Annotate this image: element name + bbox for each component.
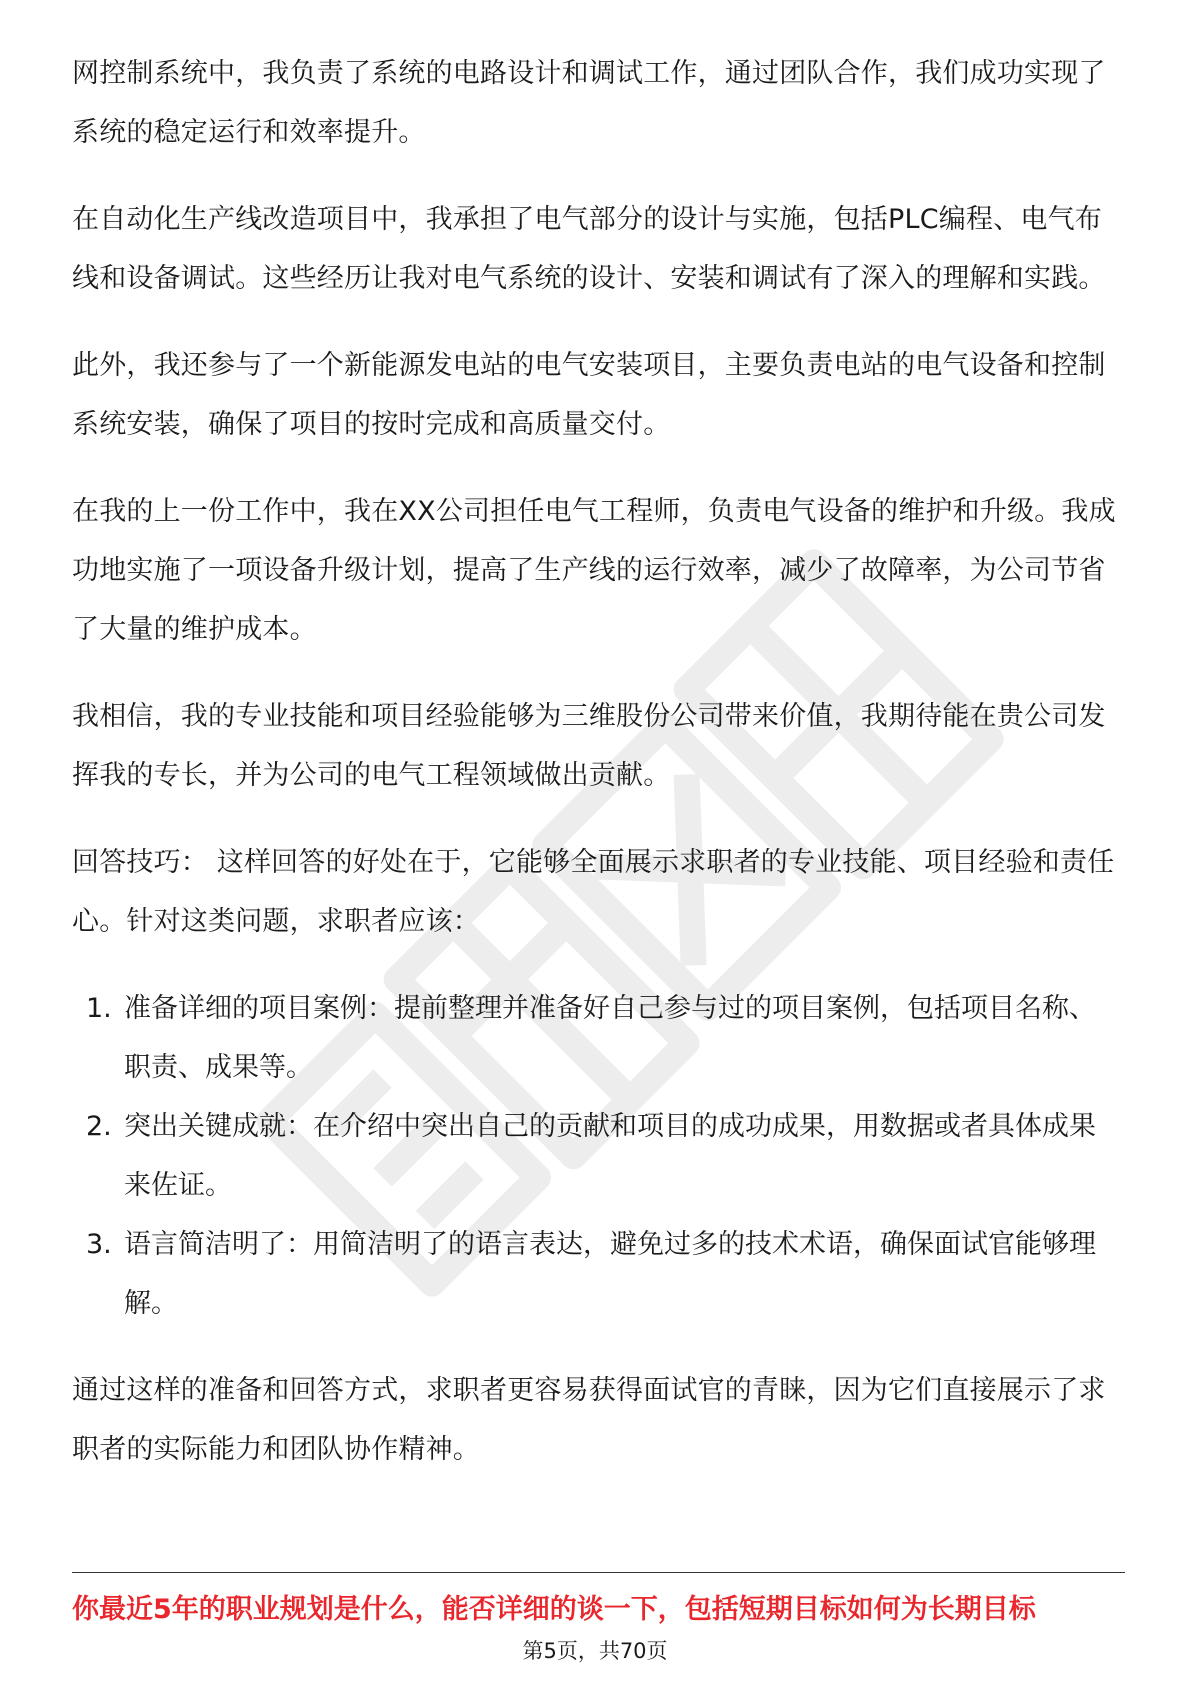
paragraph-previous-job: 在我的上一份工作中，我在XX公司担任电气工程师，负责电气设备的维护和升级。我成功地实施了一项设备升级计划，提高了生产线的运行效率，减少了故障率，为公司节省了大量的维护成本。 bbox=[72, 496, 1116, 645]
list-number: 2. bbox=[86, 1111, 112, 1142]
paragraph-new-energy-station: 此外，我还参与了一个新能源发电站的电气安装项目，主要负责电站的电气设备和控制系统安装，确保了项目的按时完成和高质量交付。 bbox=[72, 350, 1106, 440]
list-item-text: 语言简洁明了：用简洁明了的语言表达，避免过多的技术术语，确保面试官能够理解。 bbox=[124, 1229, 1096, 1319]
list-item bbox=[72, 979, 1122, 1097]
footer-divider bbox=[72, 1572, 1125, 1573]
tips-list bbox=[72, 979, 1122, 1333]
page-number: 第5页，共70页 bbox=[522, 1639, 668, 1663]
paragraph-value-statement: 我相信，我的专业技能和项目经验能够为三维股份公司带来价值，我期待能在贵公司发挥我的专长，并为公司的电气工程领域做出贡献。 bbox=[72, 701, 1106, 791]
list-item bbox=[72, 1097, 1122, 1215]
list-number: 1. bbox=[86, 993, 112, 1024]
list-item-text: 突出关键成就：在介绍中突出自己的贡献和项目的成功成果，用数据或者具体成果来佐证。 bbox=[124, 1111, 1096, 1201]
document-body bbox=[72, 44, 1122, 1507]
list-item-text: 准备详细的项目案例：提前整理并准备好自己参与过的项目案例，包括项目名称、职责、成果等。 bbox=[124, 993, 1096, 1083]
list-item bbox=[72, 1215, 1122, 1333]
paragraph-automation-line: 在自动化生产线改造项目中，我承担了电气部分的设计与实施，包括PLC编程、电气布线和设备调试。这些经历让我对电气系统的设计、安装和调试有了深入的理解和实践。 bbox=[72, 204, 1106, 294]
paragraph-conclusion: 通过这样的准备和回答方式，求职者更容易获得面试官的青睐，因为它们直接展示了求职者的实际能力和团队协作精神。 bbox=[72, 1375, 1106, 1465]
list-number: 3. bbox=[86, 1229, 112, 1260]
paragraph-project-control-system: 网控制系统中，我负责了系统的电路设计和调试工作，通过团队合作，我们成功实现了系统的稳定运行和效率提升。 bbox=[72, 58, 1106, 148]
paragraph-answer-tips: 回答技巧： 这样回答的好处在于，它能够全面展示求职者的专业技能、项目经验和责任心。针对这类问题，求职者应该： bbox=[72, 847, 1115, 937]
next-question-heading: 你最近5年的职业规划是什么，能否详细的谈一下，包括短期目标如何为长期目标 bbox=[72, 1594, 1036, 1625]
